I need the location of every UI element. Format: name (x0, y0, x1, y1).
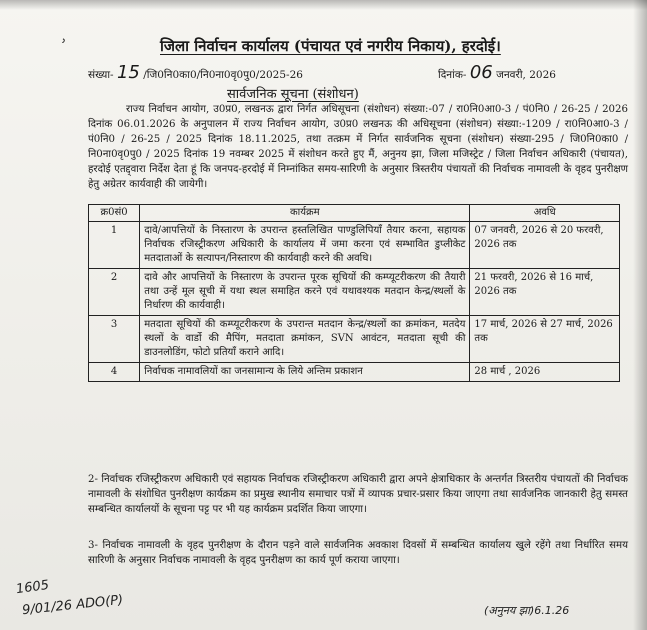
handwritten-receipt-number: 1605 (15, 577, 50, 598)
row-activity: निर्वाचक नामावलियों का जनसामान्य के लिये अन्तिम प्रकाशन (140, 363, 470, 382)
date-handwritten-day: 06 (469, 62, 493, 83)
table-row (89, 222, 620, 269)
date-label: दिनांक- (438, 69, 467, 81)
row-period: 21 फरवरी, 2026 से 16 मार्च, 2026 तक (470, 269, 620, 316)
schedule-table (88, 204, 620, 382)
header-activity: कार्यक्रम (140, 205, 470, 222)
header-serial: क्र0सं0 (89, 205, 140, 222)
office-title: जिला निर्वाचन कार्यालय (पंचायत एवं नगरीय निकाय), हरदोई। (160, 37, 501, 55)
header-period: अवधि (470, 205, 620, 222)
row-serial: 2 (89, 269, 140, 316)
row-serial: 3 (89, 316, 140, 363)
reference-number (88, 62, 303, 83)
table-row (89, 363, 620, 382)
row-serial: 4 (89, 363, 140, 382)
paragraph-publicity: 2- निर्वाचक रजिस्ट्रीकरण अधिकारी एवं सहायक निर्वाचक रजिस्ट्रीकरण अधिकारी द्वारा अपने क्षेत्राधिकार के अन्तर्गत त्रिस्तरीय पंचायतों की निर्वाचक नामावली के संशोधित पुनरीक्षण कार्यक्रम का प्रमुख स्थानीय समाचार पत्रों में व्यापक प्रचार-प्रसार किया जाएगा तथा सार्वजनिक जानकारी हेतु समस्त सम्बन्धित कार्यालयों के सूचना पट्ट पर भी यह कार्यक्रम प्रदर्शित किया जाएगा। (88, 474, 628, 515)
row-period: 17 मार्च, 2026 से 27 मार्च, 2026 तक (470, 316, 620, 363)
handwritten-mark: ʾ (60, 36, 65, 55)
intro-paragraph: राज्य निर्वाचन आयोग, उ0प्र0, लखनऊ द्वारा निर्गत अधिसूचना (संशोधन) संख्या:-07 / रा0नि0आ0-3 / पं0नि0 / 26-25 / 2026 दिनांक 06.01.2026 के अनुपालन में राज्य निर्वाचन आयोग, उ0प्र0 लखनऊ की अधिसूचना (संशोधन) संख्या:-1209 / रा0नि0आ0-3 / पं0नि0 / 26-25 / 2025 दिनांक 18.11.2025, तथा तत्क्रम में निर्गत सार्वजनिक सूचना (संशोधन) संख्या-295 / जि0नि0का0 / नि0ना0वृ0पु0 / 2025 दिनांक 19 नवम्बर 2025 में संशोधन करते हुए मैं, अनुनय झा, जिला मजिस्ट्रेट / जिला निर्वाचन अधिकारी (पंचायत), हरदोई एतद्द्वारा निर्देश देता हूं कि जनपद-हरदोई में निम्नांकित समय-सारिणी के अनुसार त्रिस्तरीय पंचायतों की निर्वाचक नामावली के वृहद पुनरीक्षण हेतु अग्रेतर कार्यवाही की जायेगी। (88, 104, 628, 190)
row-period: 28 मार्च , 2026 (470, 363, 620, 382)
table-row (89, 269, 620, 316)
paragraph-holidays: 3- निर्वाचक नामावली के वृहद पुनरीक्षण के दौरान पड़ने वाले सार्वजनिक अवकाश दिवसों में सम्बन्धित कार्यालय खुले रहेंगे तथा निर्धारित समय सारिणी के अनुसार निर्वाचक नामावली के वृहद पुनरीक्षण का कार्य पूर्ण कराया जाएगा। (88, 540, 628, 566)
page-shadow-top (0, 0, 647, 10)
date-month-year: जनवरी, 2026 (496, 69, 556, 81)
row-serial: 1 (89, 222, 140, 269)
notice-date (438, 62, 556, 83)
reference-handwritten-number: 15 (116, 62, 140, 83)
row-activity: दावे और आपत्तियों के निस्तारण के उपरान्त पूरक सूचियों की कम्प्यूटरीकरण की तैयारी तथा उन्हें मूल सूची में यथा स्थल समाहित करने एवं यथावश्यक मतदान केन्द्र/स्थलों के निर्धारण की कार्यवाही। (140, 269, 470, 316)
row-activity: मतदाता सूचियों की कम्प्यूटरीकरण के उपरान्त मतदान केन्द्र/स्थलों का क्रमांकन, मतदेय स्थलों के वार्डो की मैपिंग, मतदाता क्रमांकन, SVN आवंटन, मतदाता सूची की डाउनलोडिंग, फोटो प्रतियाँ कराने आदि। (140, 316, 470, 363)
row-period: 07 जनवरी, 2026 से 20 फरवरी, 2026 तक (470, 222, 620, 269)
reference-code: /जि0नि0का0/नि0ना0वृ0पु0/2025-26 (143, 69, 303, 81)
table-header-row (89, 205, 620, 222)
page-shadow-right (633, 0, 647, 630)
row-activity: दावे/आपत्तियों के निस्तारण के उपरान्त हस्तलिखित पाण्डुलिपियाँ तैयार करना, सहायक निर्वाचक रजिस्ट्रीकरण अधिकारी के कार्यालय में जमा करना एवं सम्भावित डुप्लीकेट मतदाताओं के सत्यापन/निस्तारण की कार्यवाही करने की अवधि। (140, 222, 470, 269)
handwritten-receipt-note: 9/01/26 ADO(P) (21, 592, 124, 619)
signature: (अनुनय झा)6.1.26 (484, 604, 570, 617)
table-row (89, 316, 620, 363)
notice-subtitle: सार्वजनिक सूचना (संशोधन) (227, 87, 359, 102)
reference-label: संख्या- (88, 69, 114, 81)
